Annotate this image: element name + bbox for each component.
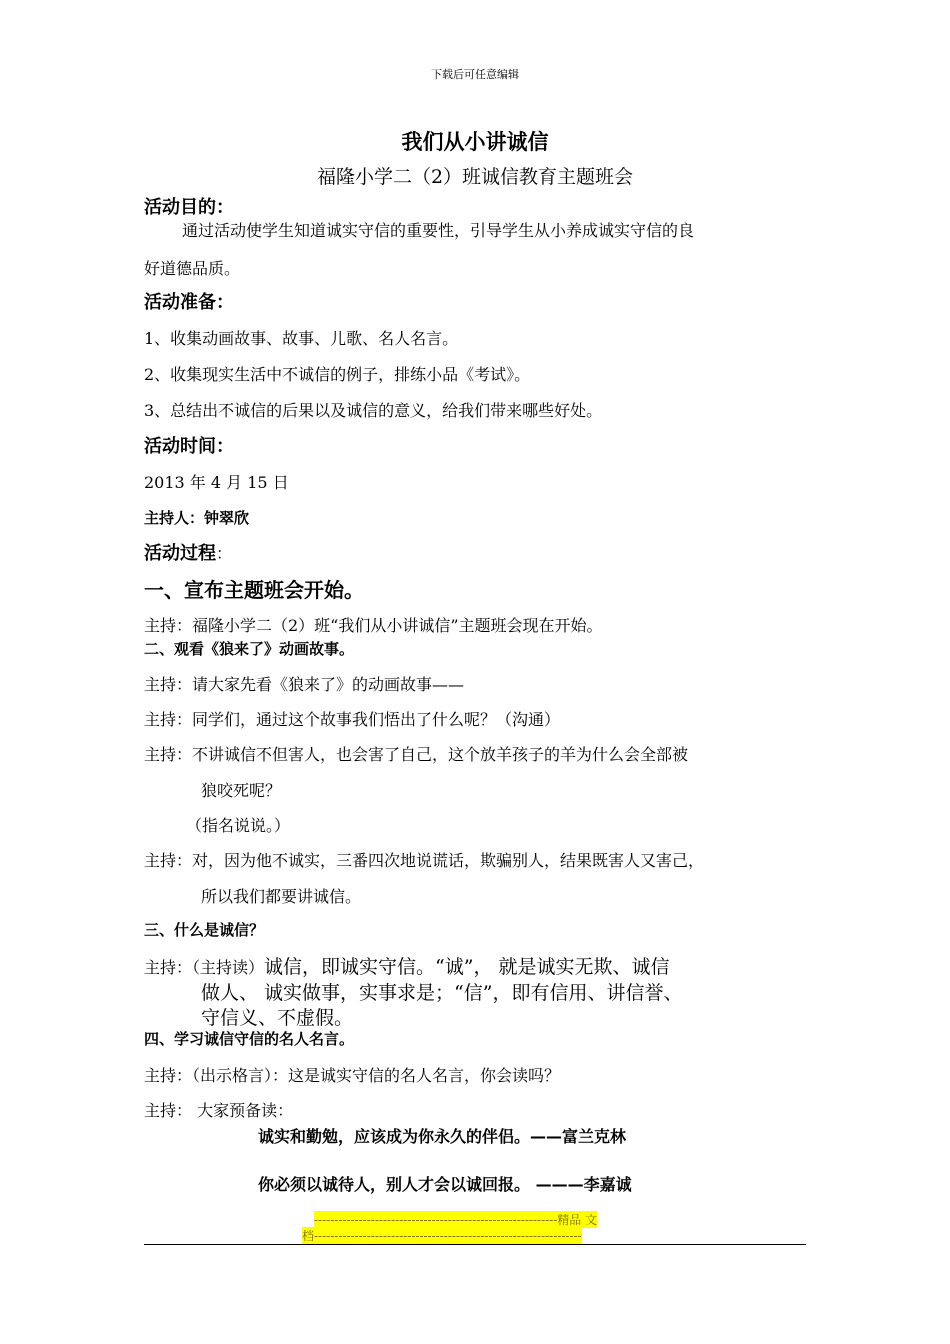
section-3-line: 守信义、不虚假。 bbox=[201, 1007, 354, 1029]
section-2-line: 主持：对，因为他不诚实，三番四次地说谎话，欺骗别人，结果既害人又害己， bbox=[144, 851, 705, 870]
section-2-line: 主持：不讲诚信不但害人，也会害了自己，这个放羊孩子的羊为什么会全部被 bbox=[144, 745, 689, 764]
purpose-heading: 活动目的： bbox=[144, 197, 234, 218]
section-4-line: 主持：（出示格言）：这是诚实守信的名人名言，你会读吗？ bbox=[144, 1066, 561, 1085]
header-note: 下载后可任意编辑 bbox=[431, 68, 519, 81]
purpose-line-1: 通过活动使学生知道诚实守信的重要性，引导学生从小养成诚实守信的良 bbox=[182, 221, 695, 240]
quote-franklin: 诚实和勤勉，应该成为你永久的伴侣。——富兰克林 bbox=[258, 1127, 627, 1146]
section-1-line: 主持：福隆小学二（2）班“我们从小讲诚信”主题班会现在开始。 bbox=[144, 616, 603, 635]
prep-item: 1、收集动画故事、故事、儿歌、名人名言。 bbox=[144, 329, 459, 348]
time-value: 2013 年 4 月 15 日 bbox=[144, 473, 289, 492]
document-title: 我们从小讲诚信 bbox=[401, 129, 549, 154]
footer-watermark-line-1: ------------------------------------------------------------精品 文 bbox=[314, 1213, 598, 1227]
prep-item: 2、收集现实生活中不诚信的例子，排练小品《考试》。 bbox=[144, 365, 531, 384]
section-2-heading: 二、观看《狼来了》动画故事。 bbox=[144, 640, 355, 658]
purpose-line-2: 好道德品质。 bbox=[144, 259, 241, 278]
section-1-heading: 一、宣布主题班会开始。 bbox=[144, 578, 364, 602]
document-subtitle: 福隆小学二（2）班诚信教育主题班会 bbox=[316, 166, 634, 188]
process-heading-colon: ： bbox=[216, 544, 233, 563]
prep-heading: 活动准备： bbox=[144, 292, 234, 313]
process-heading bbox=[144, 539, 232, 565]
section-3-text: 诚信，即诚实守信。“诚”， 就是诚实无欺、诚信 bbox=[264, 956, 670, 978]
prep-item: 3、总结出不诚信的后果以及诚信的意义，给我们带来哪些好处。 bbox=[144, 401, 603, 420]
section-2-line: 主持：同学们，通过这个故事我们悟出了什么呢？（沟通） bbox=[144, 710, 561, 729]
section-3-line: 做人、 诚实做事，实事求是；“信”，即有信用、讲信誉、 bbox=[201, 982, 683, 1004]
section-4-line: 主持： 大家预备读： bbox=[144, 1101, 294, 1120]
section-2-line: 所以我们都要讲诚信。 bbox=[201, 887, 362, 906]
process-heading-label: 活动过程 bbox=[144, 543, 216, 564]
section-2-line: （指名说说。） bbox=[186, 816, 291, 835]
section-2-line: 狼咬死呢？ bbox=[201, 781, 282, 800]
section-4-heading: 四、学习诚信守信的名人名言。 bbox=[144, 1030, 355, 1048]
quote-li-ka-shing: 你必须以诚待人，别人才会以诚回报。 ———李嘉诚 bbox=[258, 1175, 632, 1194]
time-heading: 活动时间： bbox=[144, 436, 234, 457]
section-3-line bbox=[144, 952, 669, 979]
footer-watermark-line-2: 档------------------------------------------------------------------ bbox=[302, 1229, 582, 1243]
section-3-heading: 三、什么是诚信？ bbox=[144, 921, 265, 939]
host-line: 主持人：钟翠欣 bbox=[144, 509, 250, 527]
section-3-prefix: 主持：（主持读） bbox=[144, 958, 265, 977]
footer-rule bbox=[144, 1244, 806, 1245]
section-2-line: 主持：请大家先看《狼来了》的动画故事—— bbox=[144, 675, 465, 694]
